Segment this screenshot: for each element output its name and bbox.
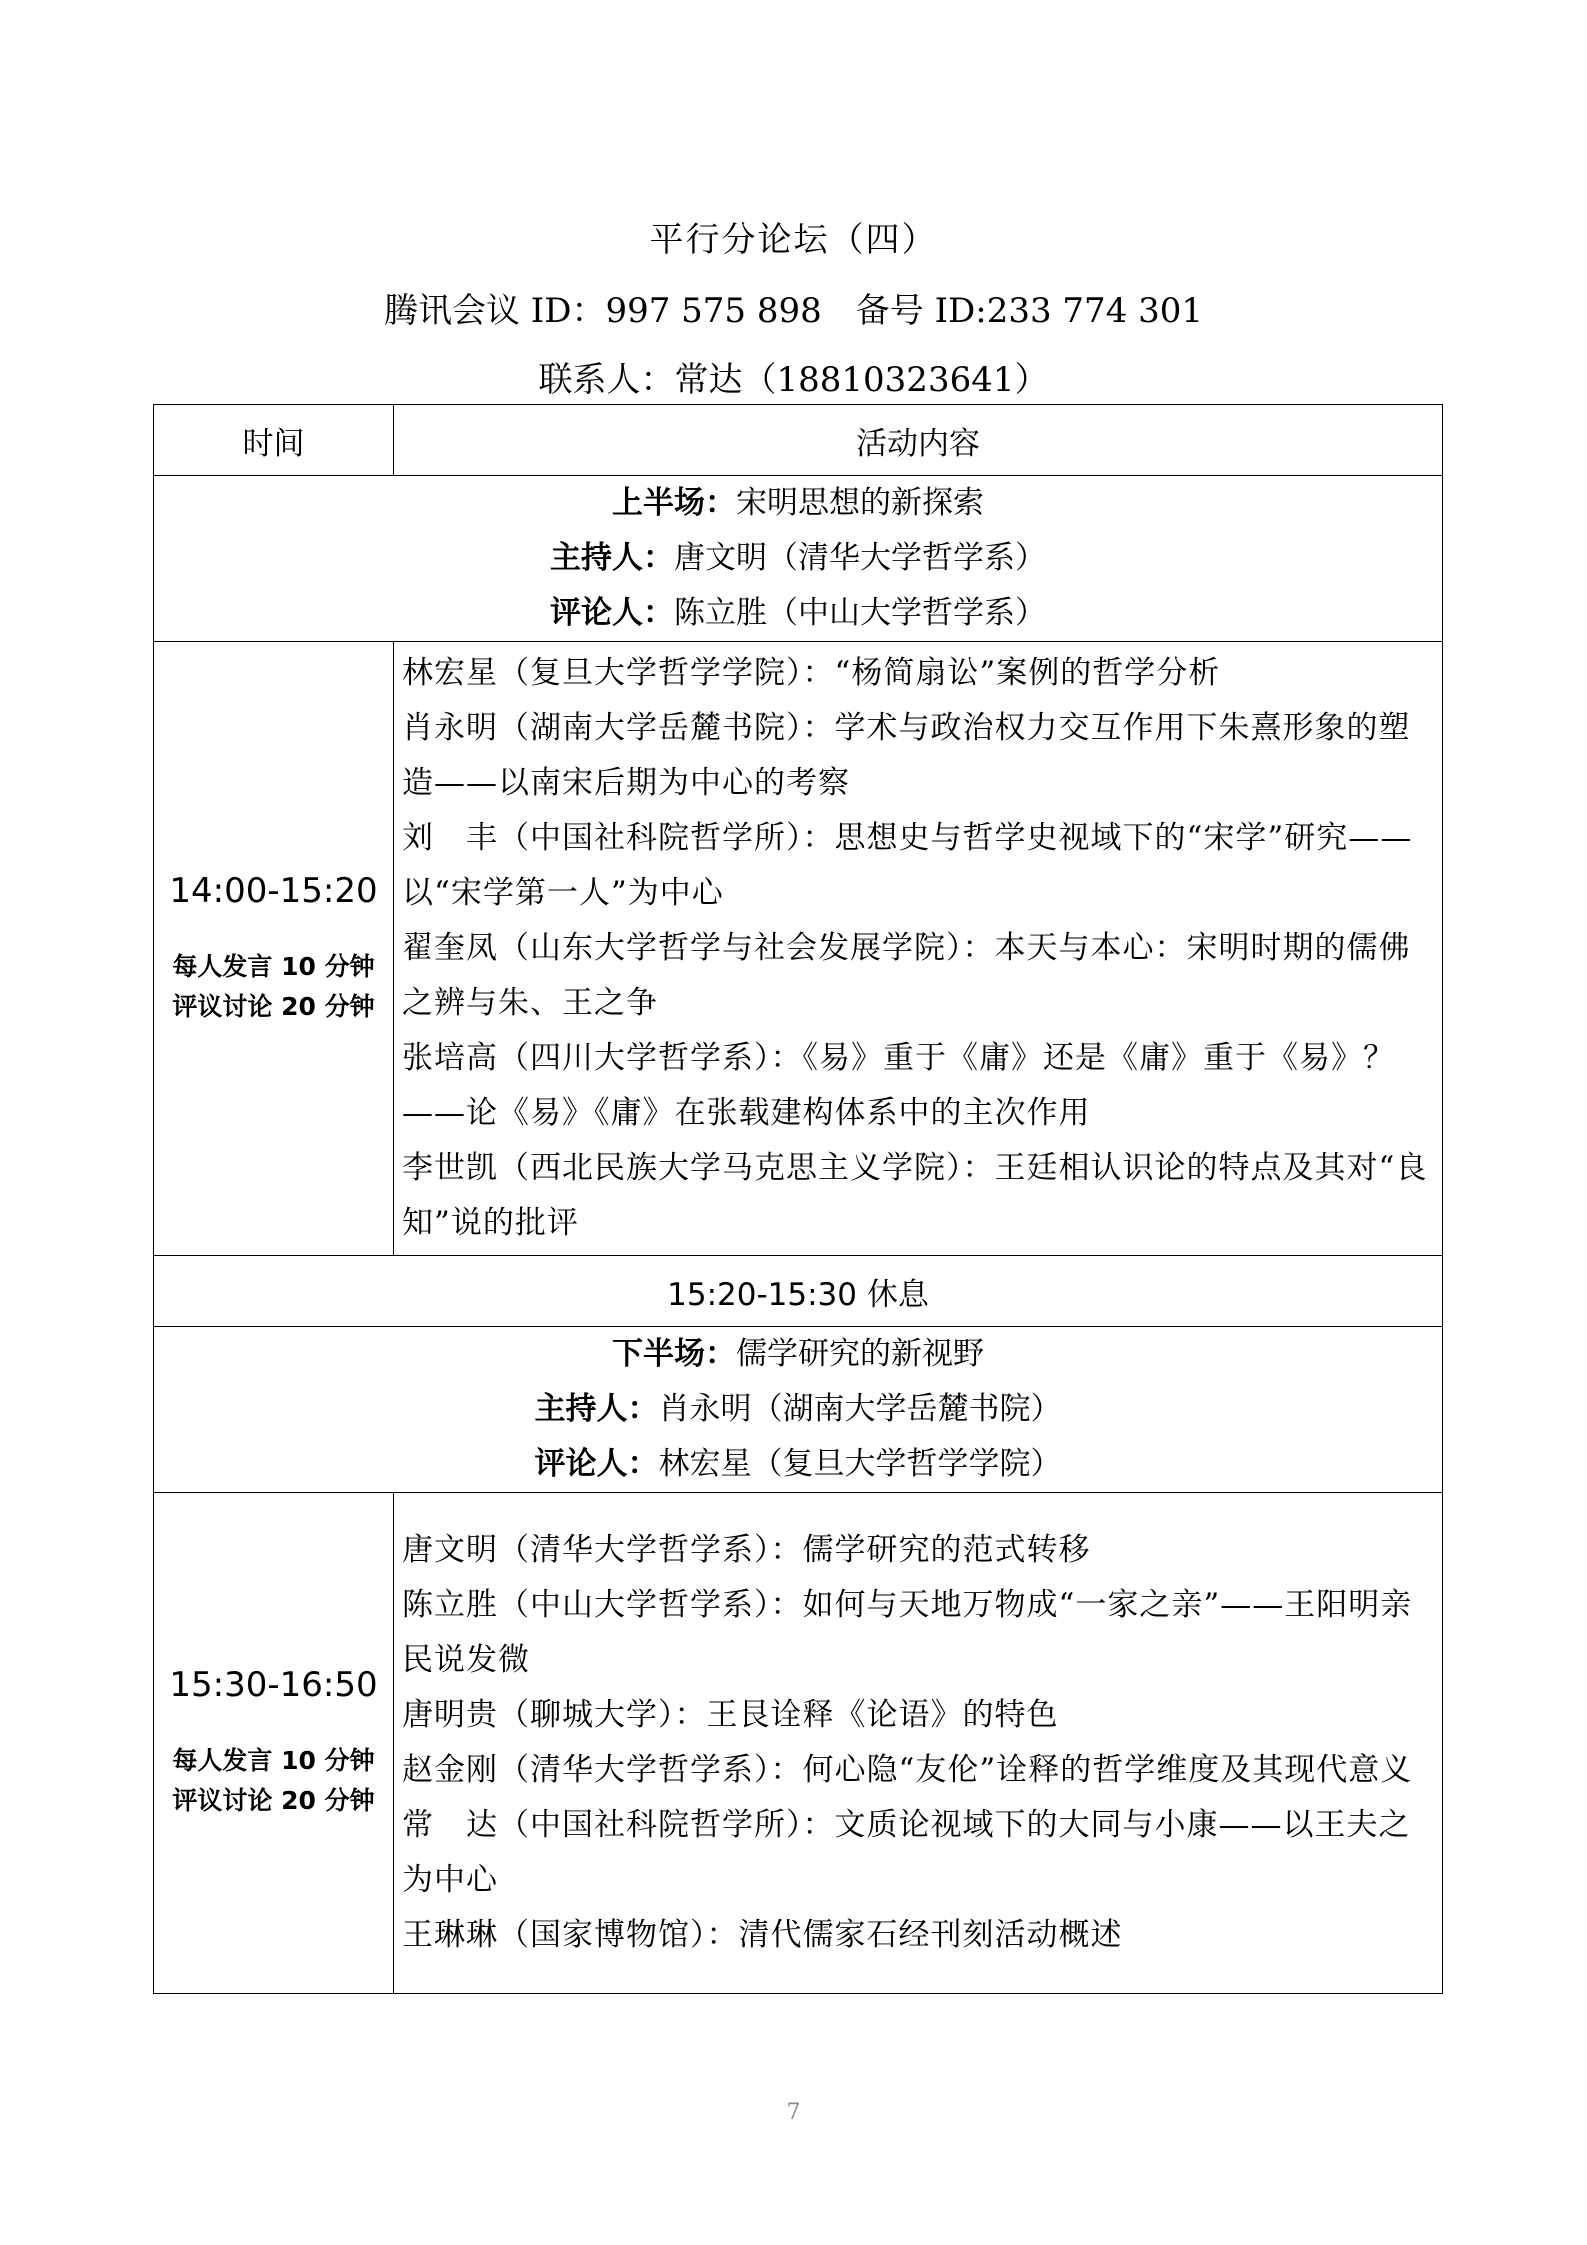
talk-item: 唐明贵（聊城大学）：王艮诠释《论语》的特色 (402, 1697, 1059, 1733)
talk-item: 常 达（中国社科院哲学所）：文质论视域下的大同与小康——以王夫之为中心 (402, 1807, 1411, 1898)
talk-item: 陈立胜（中山大学哲学系）：如何与天地万物成“一家之亲”——王阳明亲民说发微 (402, 1587, 1413, 1678)
talk-item: 翟奎凤（山东大学哲学与社会发展学院）：本天与本心：宋明时期的儒佛之辨与朱、王之争 (402, 930, 1411, 1021)
second-half-time: 15:30-16:50 (169, 1665, 378, 1705)
first-half-host: 主持人：唐文明（清华大学哲学系） (550, 540, 1046, 576)
second-half-time-cell (154, 1493, 394, 1994)
col-header-time: 时间 (154, 405, 394, 476)
first-half-talks (394, 642, 1443, 1256)
second-half-note-discussion: 评议讨论 20 分钟 (172, 1786, 375, 1815)
page-title: 平行分论坛（四） (649, 220, 938, 260)
second-half-commentator: 评论人：林宏星（复旦大学哲学学院） (534, 1446, 1062, 1482)
second-half-talks-row (154, 1493, 1443, 1994)
talk-item: 李世凯（西北民族大学马克思主义学院）：王廷相认识论的特点及其对“良知”说的批评 (402, 1150, 1428, 1241)
meeting-id: 腾讯会议 ID：997 575 898 备号 ID:233 774 301 (383, 291, 1204, 331)
second-half-note-speech: 每人发言 10 分钟 (172, 1746, 375, 1775)
first-half-title: 上半场：宋明思想的新探索 (612, 485, 984, 521)
first-half-time-cell (154, 642, 394, 1256)
schedule-table (153, 404, 1443, 1994)
first-half-session-row (154, 476, 1443, 642)
talk-item: 刘 丰（中国社科院哲学所）：思想史与哲学史视域下的“宋学”研究——以“宋学第一人”为中心 (402, 820, 1413, 911)
talk-item: 肖永明（湖南大学岳麓书院）：学术与政治权力交互作用下朱熹形象的塑造——以南宋后期为中心的考察 (402, 710, 1411, 801)
first-half-talks-row (154, 642, 1443, 1256)
table-header-row (154, 405, 1443, 476)
second-half-host: 主持人：肖永明（湖南大学岳麓书院） (534, 1391, 1062, 1427)
talk-item: 林宏星（复旦大学哲学学院）：“杨简扇讼”案例的哲学分析 (402, 655, 1221, 691)
page-number: 7 (786, 2100, 801, 2125)
second-half-session-row (154, 1327, 1443, 1493)
break-row (154, 1256, 1443, 1327)
talk-item: 唐文明（清华大学哲学系）：儒学研究的范式转移 (402, 1532, 1091, 1568)
contact-person: 联系人：常达（18810323641） (538, 360, 1049, 400)
first-half-time: 14:00-15:20 (169, 870, 378, 911)
first-half-note-discussion: 评议讨论 20 分钟 (172, 991, 375, 1021)
break-time: 15:20-15:30 休息 (154, 1256, 1443, 1327)
talk-item: 赵金刚（清华大学哲学系）：何心隐“友伦”诠释的哲学维度及其现代意义 (402, 1752, 1413, 1788)
first-half-commentator: 评论人：陈立胜（中山大学哲学系） (550, 595, 1046, 631)
first-half-note-speech: 每人发言 10 分钟 (172, 951, 375, 981)
talk-item: 张培高（四川大学哲学系）：《易》重于《庸》还是《庸》重于《易》？——论《易》《庸》在张载建构体系中的主次作用 (402, 1040, 1395, 1131)
second-half-talks (394, 1493, 1443, 1994)
col-header-content: 活动内容 (394, 405, 1443, 476)
second-half-title: 下半场：儒学研究的新视野 (612, 1336, 984, 1372)
talk-item: 王琳琳（国家博物馆）：清代儒家石经刊刻活动概述 (402, 1917, 1123, 1953)
